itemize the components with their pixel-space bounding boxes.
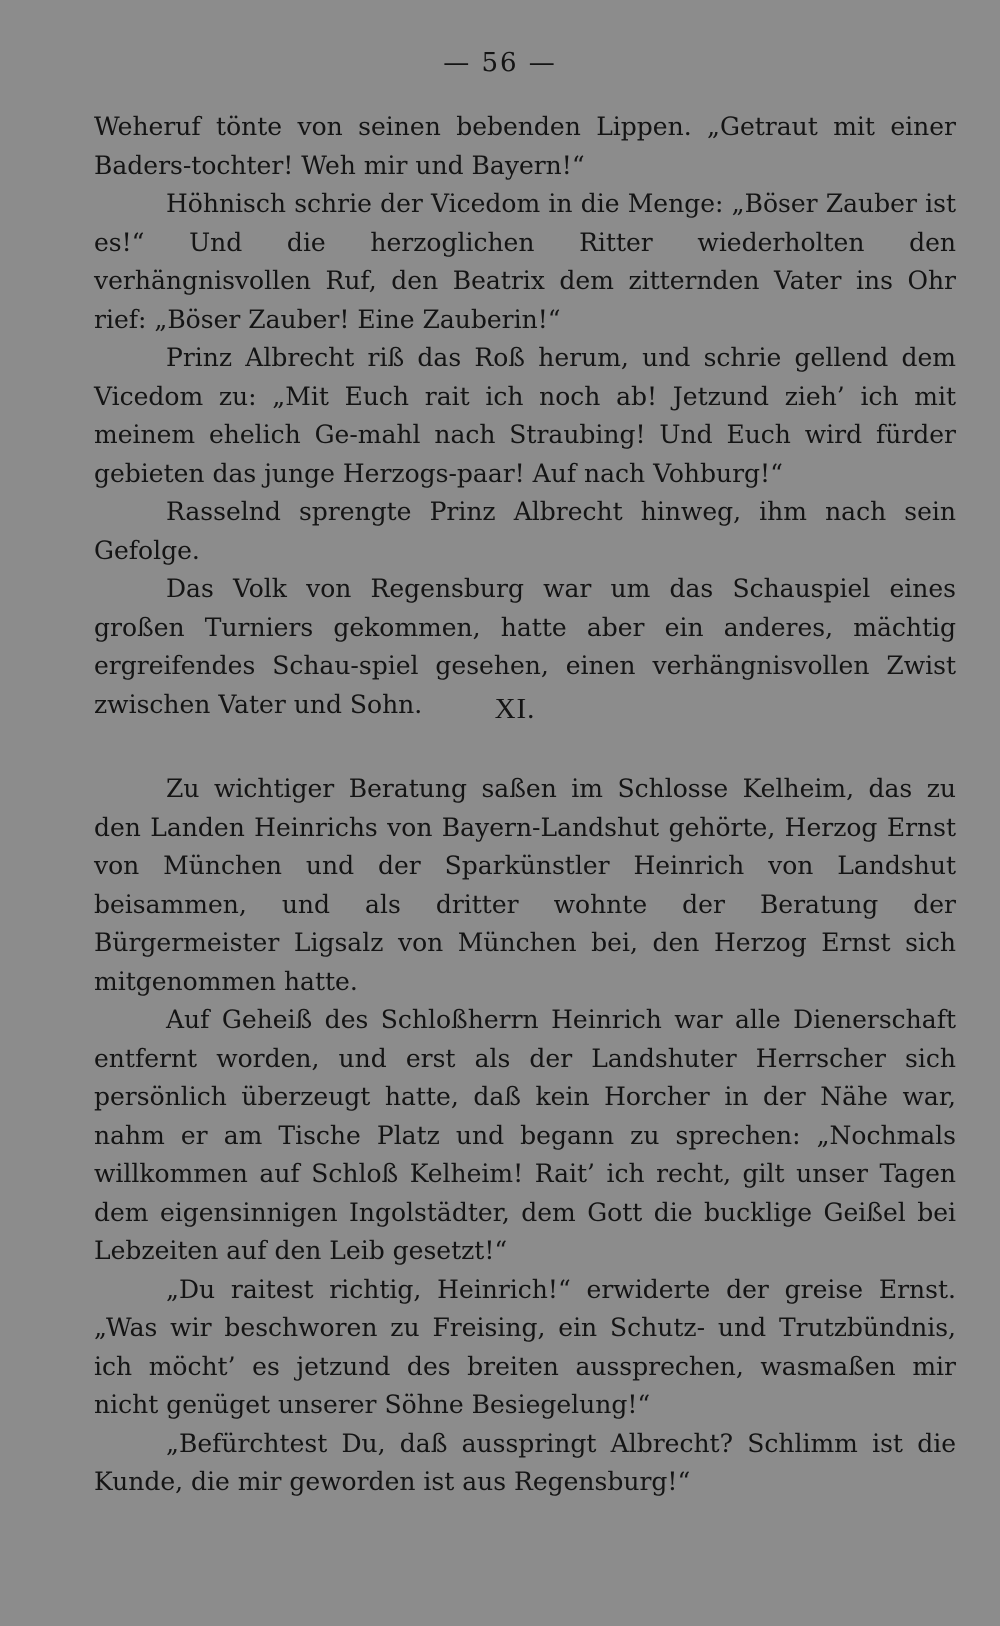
paragraph: Das Volk von Regensburg war um das Schauspiel eines großen Turniers gekommen, hatte aber ein anderes, mächtig ergreifendes Schau-spiel gesehen, einen verhängnisvollen Zwist zwischen Vater und Sohn.	[94, 574, 956, 719]
paragraph: Prinz Albrecht riß das Roß herum, und schrie gellend dem Vicedom zu: „Mit Euch rait ich noch ab! Jetzund zieh’ ich mit meinem ehelich Ge-mahl nach Straubing! Und Euch wird fürder gebieten das junge Herzogs-paar! Auf nach Vohburg!“	[94, 343, 956, 488]
paragraph: Auf Geheiß des Schloßherrn Heinrich war alle Dienerschaft entfernt worden, und erst als der Landshuter Herrscher sich persönlich überzeugt hatte, daß kein Horcher in der Nähe war, nahm er am Tische Platz und begann zu sprechen: „Nochmals willkommen auf Schloß Kelheim! Rait’ ich recht, gilt unser Tagen dem eigensinnigen Ingolstädter, dem Gott die bucklige Geißel bei Lebzeiten auf den Leib gesetzt!“	[94, 1005, 956, 1265]
paragraph: Rasselnd sprengte Prinz Albrecht hinweg, ihm nach sein Gefolge.	[94, 497, 956, 565]
paragraph: „Befürchtest Du, daß ausspringt Albrecht? Schlimm ist die Kunde, die mir geworden ist aus Regensburg!“	[94, 1428, 956, 1496]
paragraph: Zu wichtiger Beratung saßen im Schlosse Kelheim, das zu den Landen Heinrichs von Bayern-Landshut gehörte, Herzog Ernst von München und der Sparkünstler Heinrich von Landshut beisammen, und als dritter wohnte der Beratung der Bürgermeister Ligsalz von München bei, den Herzog Ernst sich mitgenommen hatte.	[94, 774, 956, 996]
paragraph: Höhnisch schrie der Vicedom in die Menge: „Böser Zauber ist es!“ Und die herzoglichen Ritter wiederholten den verhängnisvollen Ruf, den Beatrix dem zitternden Vater ins Ohr rief: „Böser Zauber! Eine Zauberin!“	[94, 189, 956, 334]
chapter-heading: XI.	[494, 693, 536, 725]
paragraph: „Du raitest richtig, Heinrich!“ erwiderte der greise Ernst. „Was wir beschworen zu Freising, ein Schutz- und Trutzbündnis, ich möcht’ es jetzund des breiten aussprechen, wasmaßen mir nicht genüget unserer Söhne Besiegelung!“	[94, 1274, 956, 1419]
page-number: — 56 —	[443, 48, 557, 78]
text-section-top	[94, 108, 956, 724]
paragraph: Weheruf tönte von seinen bebenden Lippen. „Getraut mit einer Baders-tochter! Weh mir und Bayern!“	[94, 112, 956, 180]
text-section-bottom	[94, 770, 956, 1502]
